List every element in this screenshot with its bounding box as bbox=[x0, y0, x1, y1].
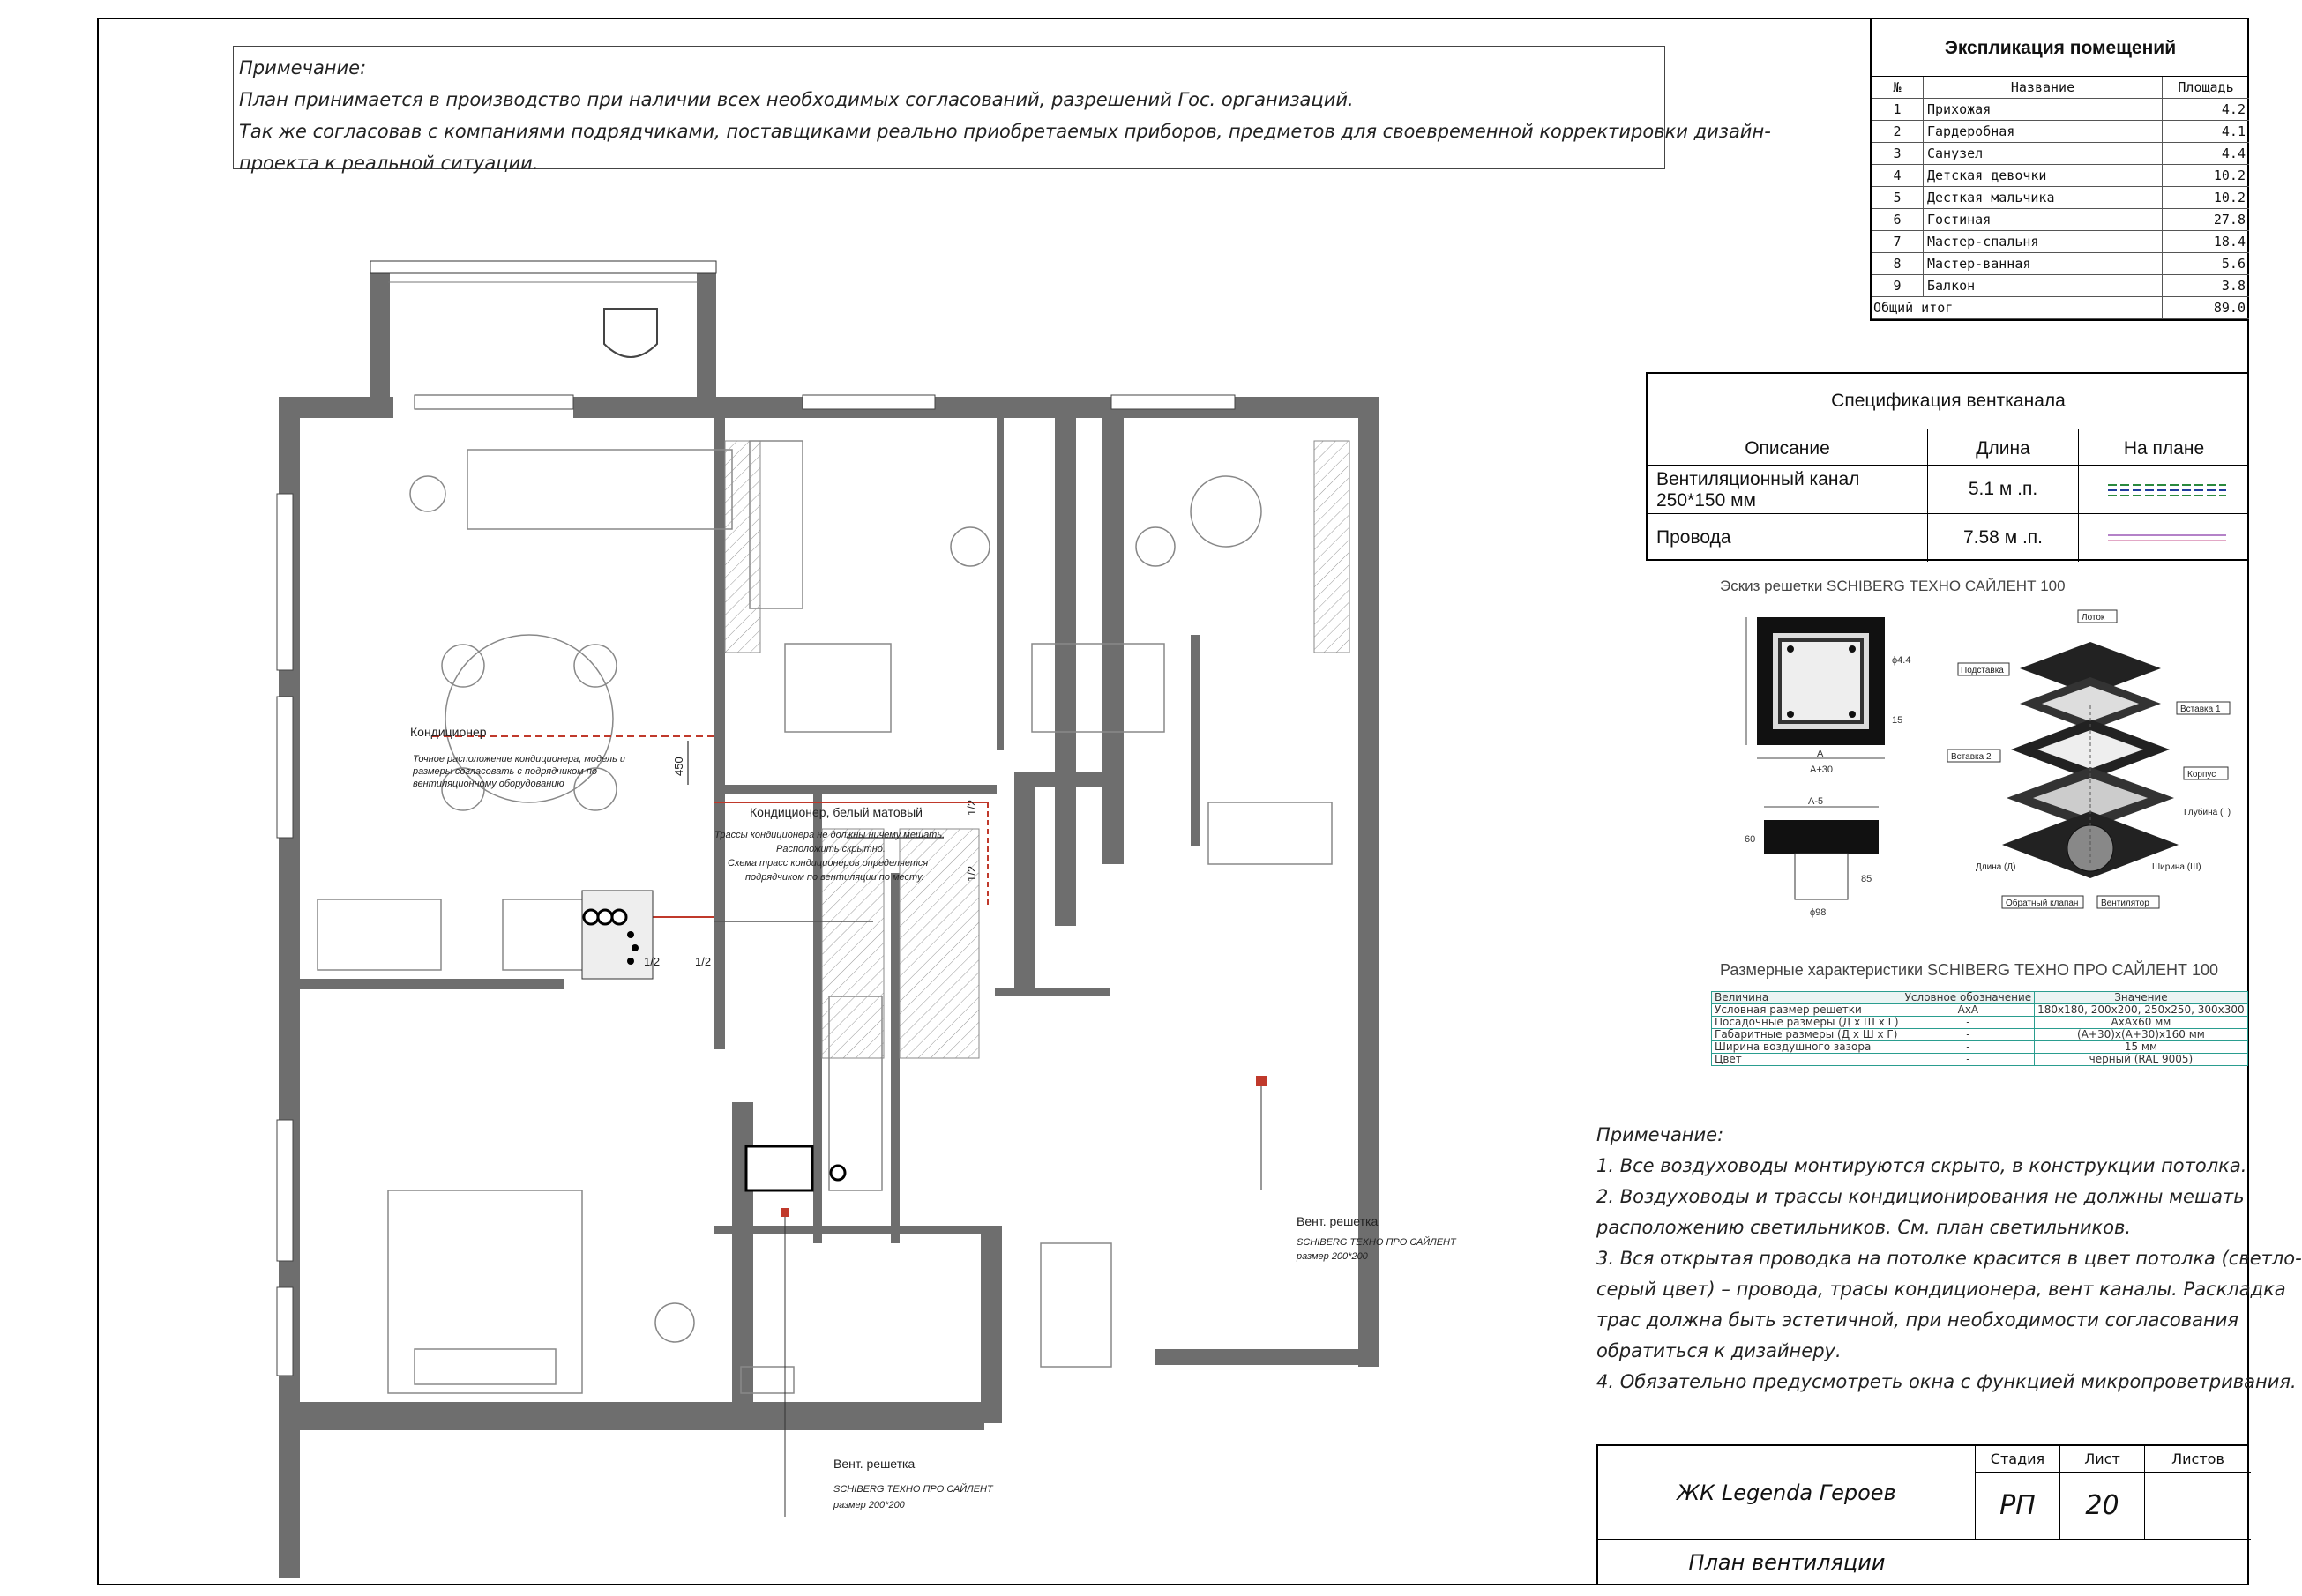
cell: Мастер-ванная bbox=[1924, 253, 2163, 275]
total-value: 89.0 bbox=[2163, 297, 2250, 319]
dim-label: 1/2 bbox=[965, 865, 978, 882]
cell: Санузел bbox=[1924, 143, 2163, 165]
title-block bbox=[1596, 1444, 2249, 1585]
top-note-line: План принимается в производство при наличии всех необходимых согласований, разрешений Гос. организаций. bbox=[239, 89, 1354, 110]
header-cell: На плане bbox=[2123, 438, 2205, 459]
ventilation-notes bbox=[1596, 1120, 2302, 1398]
cell: Прихожая bbox=[1924, 99, 2163, 121]
top-note-line: Примечание: bbox=[239, 57, 367, 78]
note-line: 4. Обязательно предусмотреть окна с функцией микропроветривания. bbox=[1596, 1371, 2297, 1392]
duct-legend-swatch bbox=[2079, 466, 2249, 513]
cell: (A+30)x(A+30)x160 мм bbox=[2035, 1029, 2248, 1041]
duct-line-icon bbox=[2094, 466, 2235, 513]
route-note-line: Трассы кондиционера не должны ничему мешать. bbox=[714, 830, 945, 840]
spec-title: Спецификация вентканала bbox=[1648, 374, 2249, 429]
dim-label: 450 bbox=[672, 757, 685, 776]
cell: 8 bbox=[1872, 253, 1924, 275]
cell: Детская девочки bbox=[1924, 165, 2163, 187]
table-row bbox=[1872, 143, 2249, 165]
stage-label: Стадия bbox=[1976, 1446, 2060, 1473]
cell: 4 bbox=[1872, 165, 1924, 187]
balcony bbox=[370, 261, 716, 411]
part-label: Корпус bbox=[2187, 770, 2216, 779]
table-row bbox=[1712, 1017, 2248, 1029]
grille-exploded-view bbox=[2002, 642, 2179, 878]
table-row bbox=[1872, 209, 2249, 231]
ac-white-label: Кондиционер, белый матовый bbox=[750, 805, 923, 819]
part-label: Длина (Д) bbox=[1976, 862, 2016, 872]
cell: - bbox=[1902, 1041, 2035, 1054]
table-row bbox=[1872, 165, 2249, 187]
wire-line-icon bbox=[2094, 514, 2235, 562]
cell: 27.8 bbox=[2163, 209, 2250, 231]
table-row bbox=[1872, 231, 2249, 253]
part-label: Ширина (Ш) bbox=[2152, 862, 2201, 872]
cell: Балкон bbox=[1924, 275, 2163, 297]
kitchen-duct bbox=[582, 891, 845, 1190]
dim-label: A+30 bbox=[1810, 764, 1833, 775]
header-cell: Величина bbox=[1712, 992, 1902, 1004]
note-line: обратиться к дизайнеру. bbox=[1596, 1340, 1842, 1361]
vent-grille-sub: размер 200*200 bbox=[1297, 1251, 1368, 1262]
cell: Посадочные размеры (Д x Ш x Г) bbox=[1712, 1017, 1902, 1029]
cell: 7 bbox=[1872, 231, 1924, 253]
table-row bbox=[1712, 1041, 2248, 1054]
note-line: расположению светильников. См. план светильников. bbox=[1596, 1217, 2132, 1238]
cell: 15 мм bbox=[2035, 1041, 2248, 1054]
cell: Условная размер решетки bbox=[1712, 1004, 1902, 1017]
cell: 7.58 м .п. bbox=[1928, 514, 2079, 562]
floor-plan bbox=[273, 256, 1456, 1534]
room-explication bbox=[1870, 18, 2249, 321]
wire-legend-swatch bbox=[2079, 514, 2249, 562]
dim-label: 15 bbox=[1892, 715, 1903, 726]
top-note-line: проекта к реальной ситуации. bbox=[239, 153, 539, 174]
cell: 5.6 bbox=[2163, 253, 2250, 275]
cell: 3.8 bbox=[2163, 275, 2250, 297]
vent-grille-sub: SCHIBERG ТЕХНО ПРО САЙЛЕНТ bbox=[1297, 1237, 1456, 1248]
cell: 2 bbox=[1872, 121, 1924, 143]
ac-note-line: вентиляционному оборудованию bbox=[413, 779, 564, 789]
stamp-empty-cell bbox=[1976, 1540, 2251, 1587]
vent-grille-title: Вент. решетка bbox=[1297, 1214, 1379, 1228]
part-label: Подставка bbox=[1961, 666, 2004, 675]
cell: 18.4 bbox=[2163, 231, 2250, 253]
total-label: Общий итог bbox=[1872, 297, 2163, 319]
dim-table-title: Размерные характеристики SCHIBERG ТЕХНО ПРО САЙЛЕНТ 100 bbox=[1720, 961, 2218, 979]
dim-label: 1/2 bbox=[644, 955, 661, 968]
stage-value: РП bbox=[1976, 1473, 2060, 1540]
dim-table bbox=[1711, 991, 2248, 1066]
route-note-line: Расположить скрытно. bbox=[776, 844, 886, 854]
dim-label: 1/2 bbox=[695, 955, 712, 968]
dim-label: ϕ4.4 bbox=[1892, 655, 1911, 666]
explication-title: Экспликация помещений bbox=[1872, 18, 2249, 77]
table-row bbox=[1648, 466, 2249, 514]
grille-side-view bbox=[1764, 807, 1879, 899]
cell: 1 bbox=[1872, 99, 1924, 121]
cell: 3 bbox=[1872, 143, 1924, 165]
dim-label: A-5 bbox=[1808, 796, 1824, 807]
top-note-line: Так же согласовав с компаниями подрядчиками, поставщиками реально приобретаемых приборов, предметов для своевременной корректировки дизайн- bbox=[239, 121, 1771, 142]
grille-sketch bbox=[1693, 600, 2249, 952]
ac-note-line: Точное расположение кондиционера, модель и bbox=[413, 754, 626, 764]
top-note bbox=[233, 46, 1771, 174]
table-row bbox=[1648, 429, 2249, 466]
table-row bbox=[1712, 1054, 2248, 1066]
sheet-value: 20 bbox=[2060, 1473, 2145, 1540]
table-row bbox=[1872, 253, 2249, 275]
table-row bbox=[1872, 297, 2249, 319]
header-cell: Площадь bbox=[2163, 77, 2250, 99]
table-row bbox=[1712, 1004, 2248, 1017]
vent-markers bbox=[781, 1076, 1267, 1517]
cell: Цвет bbox=[1712, 1054, 1902, 1066]
sheets-label: Листов bbox=[2145, 1446, 2251, 1473]
cell: Гардеробная bbox=[1924, 121, 2163, 143]
part-label: Вставка 2 bbox=[1951, 752, 1992, 762]
part-label: Лоток bbox=[2082, 613, 2105, 623]
header-cell: Описание bbox=[1648, 429, 1928, 465]
note-line: 3. Вся открытая проводка на потолке красится в цвет потолка (светло- bbox=[1596, 1248, 2302, 1269]
header-cell: № bbox=[1872, 77, 1924, 99]
note-line: 2. Воздуховоды и трассы кондиционирования не должны мешать bbox=[1596, 1186, 2245, 1207]
vent-grille-sub: размер 200*200 bbox=[833, 1500, 905, 1510]
header-cell: Условное обозначение bbox=[1902, 992, 2035, 1004]
sheet-label: Лист bbox=[2060, 1446, 2145, 1473]
cell: 5 bbox=[1872, 187, 1924, 209]
cell: - bbox=[1902, 1017, 2035, 1029]
table-row bbox=[1648, 514, 2249, 562]
table-row bbox=[1712, 992, 2248, 1004]
part-label: Глубина (Г) bbox=[2184, 808, 2231, 817]
cell: 4.1 bbox=[2163, 121, 2250, 143]
part-label: Вентилятор bbox=[2101, 899, 2149, 908]
vent-grille-title: Вент. решетка bbox=[833, 1457, 916, 1471]
table-row bbox=[1872, 121, 2249, 143]
note-line: трас должна быть эстетичной, при необходимости согласования bbox=[1596, 1309, 2238, 1331]
route-note-line: Схема трасс кондиционеров определяется bbox=[728, 858, 929, 869]
header-cell: Название bbox=[1924, 77, 2163, 99]
table-row bbox=[1712, 1029, 2248, 1041]
table-row bbox=[1872, 187, 2249, 209]
table-row bbox=[1872, 77, 2249, 99]
cell: 6 bbox=[1872, 209, 1924, 231]
sheet-name: План вентиляции bbox=[1688, 1550, 1886, 1575]
note-line: серый цвет) – провода, трасы кондиционера, вент каналы. Раскладка bbox=[1596, 1279, 2286, 1300]
cell: Гостиная bbox=[1924, 209, 2163, 231]
cell: - bbox=[1902, 1029, 2035, 1041]
cell: 10.2 bbox=[2163, 187, 2250, 209]
table-row bbox=[1872, 275, 2249, 297]
dim-label: 85 bbox=[1861, 874, 1872, 884]
part-label: Обратный клапан bbox=[2006, 899, 2079, 908]
project-name: ЖК Legenda Героев bbox=[1598, 1446, 1976, 1540]
header-cell: Значение bbox=[2035, 992, 2248, 1004]
dim-label: ϕ98 bbox=[1810, 907, 1827, 918]
cell: - bbox=[1902, 1054, 2035, 1066]
cell: Вентиляционный канал 250*150 мм bbox=[1648, 466, 1928, 513]
duct-spec bbox=[1646, 372, 2249, 561]
cell: Провода bbox=[1648, 514, 1928, 562]
cell: Десткая мальчика bbox=[1924, 187, 2163, 209]
grille-front-view bbox=[1746, 617, 1885, 758]
cell: AxAx60 мм bbox=[2035, 1017, 2248, 1029]
cell: Мастер-спальня bbox=[1924, 231, 2163, 253]
cell: 180x180, 200x200, 250x250, 300x300 bbox=[2035, 1004, 2248, 1017]
note-line: Примечание: bbox=[1596, 1124, 1724, 1145]
cell: AxA bbox=[1902, 1004, 2035, 1017]
vent-grille-sub: SCHIBERG ТЕХНО ПРО САЙЛЕНТ bbox=[833, 1484, 993, 1495]
dim-label: 60 bbox=[1745, 834, 1756, 845]
cell: 4.4 bbox=[2163, 143, 2250, 165]
cell: 4.2 bbox=[2163, 99, 2250, 121]
route-note-line: подрядчиком по вентиляции по месту. bbox=[745, 872, 924, 883]
cell: 9 bbox=[1872, 275, 1924, 297]
cell: Ширина воздушного зазора bbox=[1712, 1041, 1902, 1054]
sheets-value bbox=[2145, 1473, 2251, 1540]
header-cell: Длина bbox=[1928, 429, 2079, 465]
table-row bbox=[1872, 99, 2249, 121]
cell: 10.2 bbox=[2163, 165, 2250, 187]
cell: Габаритные размеры (Д x Ш x Г) bbox=[1712, 1029, 1902, 1041]
sketch-title: Эскиз решетки SCHIBERG ТЕХНО САЙЛЕНТ 100 bbox=[1720, 578, 2066, 594]
cell: черный (RAL 9005) bbox=[2035, 1054, 2248, 1066]
explication-table bbox=[1872, 77, 2249, 319]
dim-label: 1/2 bbox=[965, 799, 978, 816]
cell: 5.1 м .п. bbox=[1928, 466, 2079, 513]
ac-label: Кондиционер bbox=[410, 725, 487, 739]
ac-note-line: размеры согласовать с подрядчиком по bbox=[413, 766, 598, 777]
dim-label: A bbox=[1817, 749, 1824, 759]
note-line: 1. Все воздуховоды монтируются скрыто, в конструкции потолка. bbox=[1596, 1155, 2247, 1176]
part-label: Вставка 1 bbox=[2180, 705, 2221, 714]
